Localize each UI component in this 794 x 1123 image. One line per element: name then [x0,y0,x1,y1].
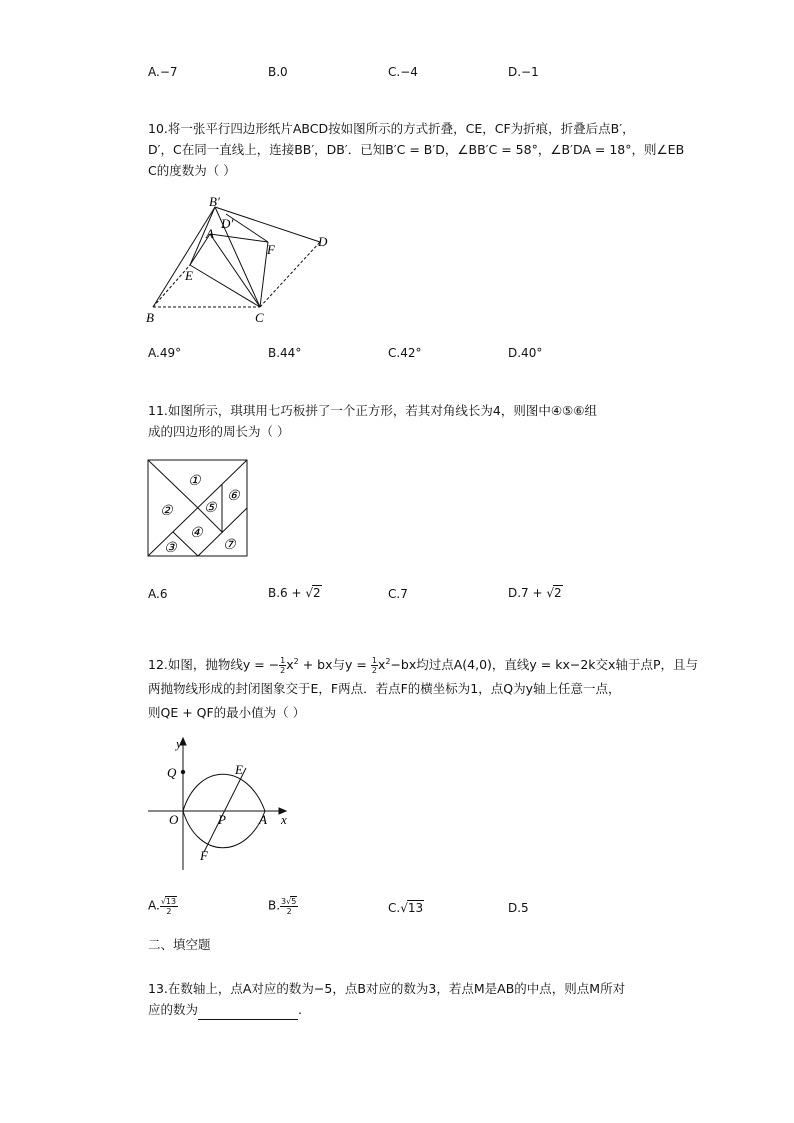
q13-line-2 [148,999,688,1020]
q12-line-1-part-d: x [377,657,386,673]
q12-label-x: x [281,812,287,827]
q12-line-3: 则QE + QF的最小值为（ ） [148,705,306,721]
q12-square-1: 2 [293,657,299,666]
q12-option-a-radicand: 13 [165,897,177,906]
q11-piece-1: ① [188,474,201,489]
q12-label-p: P [218,812,226,827]
q12-stem [148,650,698,725]
q13-answer-blank[interactable] [198,1005,298,1020]
q9-option-a: A.−7 [148,65,178,79]
q11-tangram-figure [146,458,250,558]
q10-label-f: F [267,242,275,257]
q11-line-1: 11.如图所示，琪琪用七巧板拼了一个正方形，若其对角线长为4，则图中④⑤⑥组 [148,403,597,418]
q11-line-2: 成的四边形的周长为（ ） [148,424,290,439]
q12-line-2: 两抛物线形成的封闭图象交于E，F两点．若点F的横坐标为1，点Q为y轴上任意一点， [148,681,621,697]
q11-option-b-radicand: 2 [313,586,321,600]
q12-label-o: O [169,812,179,827]
q12-option-a-fraction [160,896,178,916]
q12-option-c: C.√13 [388,901,424,915]
q13-stem [148,978,688,1020]
q9-option-d: D.−1 [508,65,539,79]
q10-line-2: D′，C在同一直线上，连接BB′，DB′．已知B′C = B′D，∠BB′C = 58°，∠B′DA = 18°，则∠EB [148,142,685,157]
q12-fraction-1-den: 2 [280,666,286,676]
q12-point-q [181,770,185,774]
q11-option-c: C.7 [388,587,408,601]
q12-line-1-part-c: + bx与y = [298,657,371,673]
q12-option-b-den: 2 [286,907,292,916]
q11-stem [148,400,688,442]
q10-label-d-prime: D′ [221,216,234,231]
q13-line-2-text: 应的数为 [148,1002,199,1017]
q12-option-a [148,896,178,916]
q12-label-y: y [176,736,182,751]
q12-fraction-1-num: 1 [280,656,286,666]
q11-option-d-prefix: D.7 + [508,586,547,600]
q12-option-d: D.5 [508,901,529,915]
q10-label-b-prime: B′ [209,194,220,209]
q10-figure [140,190,340,330]
q12-option-b-coef: 3 [281,897,287,906]
section-title-fill-in: 二、填空题 [148,937,211,952]
q13-line-2-end: . [298,1002,302,1017]
q9-option-c: C.−4 [388,65,418,79]
q11-piece-3: ③ [164,541,177,556]
q10-option-b: B.44° [268,346,302,360]
q12-option-b-prefix: B. [268,898,281,913]
q12-option-a-den: 2 [166,907,172,916]
q11-option-a: A.6 [148,587,168,601]
q12-label-a: A [259,812,267,827]
q12-line-1-part-b: x [286,657,294,673]
q11-piece-2: ② [160,504,173,519]
q12-square-2: 2 [385,657,391,666]
q11-option-d-radicand: 2 [554,586,562,600]
q11-piece-5: ⑤ [204,501,217,516]
q12-option-c-radicand: 13 [407,901,424,915]
q10-label-e: E [185,268,193,283]
q10-label-a: A [206,226,214,241]
q12-fraction-2-den: 2 [371,666,377,676]
q10-line-3: C的度数为（ ） [148,163,236,178]
q11-option-b-prefix: B.6 + [268,586,306,600]
q10-label-c: C [255,310,264,325]
q12-label-e: E [235,762,243,777]
q12-fraction-2-num: 1 [371,656,377,666]
q12-option-c-prefix: C. [388,901,401,915]
q12-label-q: Q [167,765,177,780]
q10-label-d: D [318,234,328,249]
q11-option-b: B.6 + √2 [268,586,321,600]
q11-piece-4: ④ [190,526,203,541]
q12-figure [140,732,300,876]
q10-option-d: D.40° [508,346,543,360]
q12-option-b-num: 3√5 [281,897,297,906]
q10-line-1: 10.将一张平行四边形纸片ABCD按如图所示的方式折叠，CE，CF为折痕，折叠后点B′， [148,121,635,136]
q10-stem [148,118,688,181]
q12-fraction-2 [371,656,378,675]
q12-option-b [268,896,298,916]
q12-option-a-prefix: A. [148,898,160,913]
q10-option-a: A.49° [148,346,182,360]
q12-line-1-part-a: 12.如图，抛物线y = − [148,657,280,673]
q11-piece-7: ⑦ [223,538,236,553]
q9-option-b: B.0 [268,65,288,79]
q11-option-d: D.7 + √2 [508,586,562,600]
q12-line-1 [148,650,698,677]
q12-line-1-part-e: −bx均过点A(4,0)，直线y = kx−2k交x轴于点P，且与 [390,657,698,673]
q10-option-c: C.42° [388,346,422,360]
q13-line-1: 13.在数轴上，点A对应的数为−5，点B对应的数为3，若点M是AB的中点，则点M所对 [148,981,626,996]
q12-label-f: F [200,848,208,863]
q12-option-a-num: √13 [160,897,177,906]
q12-option-b-radicand: 5 [291,897,297,906]
q10-label-b: B [146,310,154,325]
q11-piece-6: ⑥ [227,489,240,504]
q12-option-b-fraction [280,896,298,916]
